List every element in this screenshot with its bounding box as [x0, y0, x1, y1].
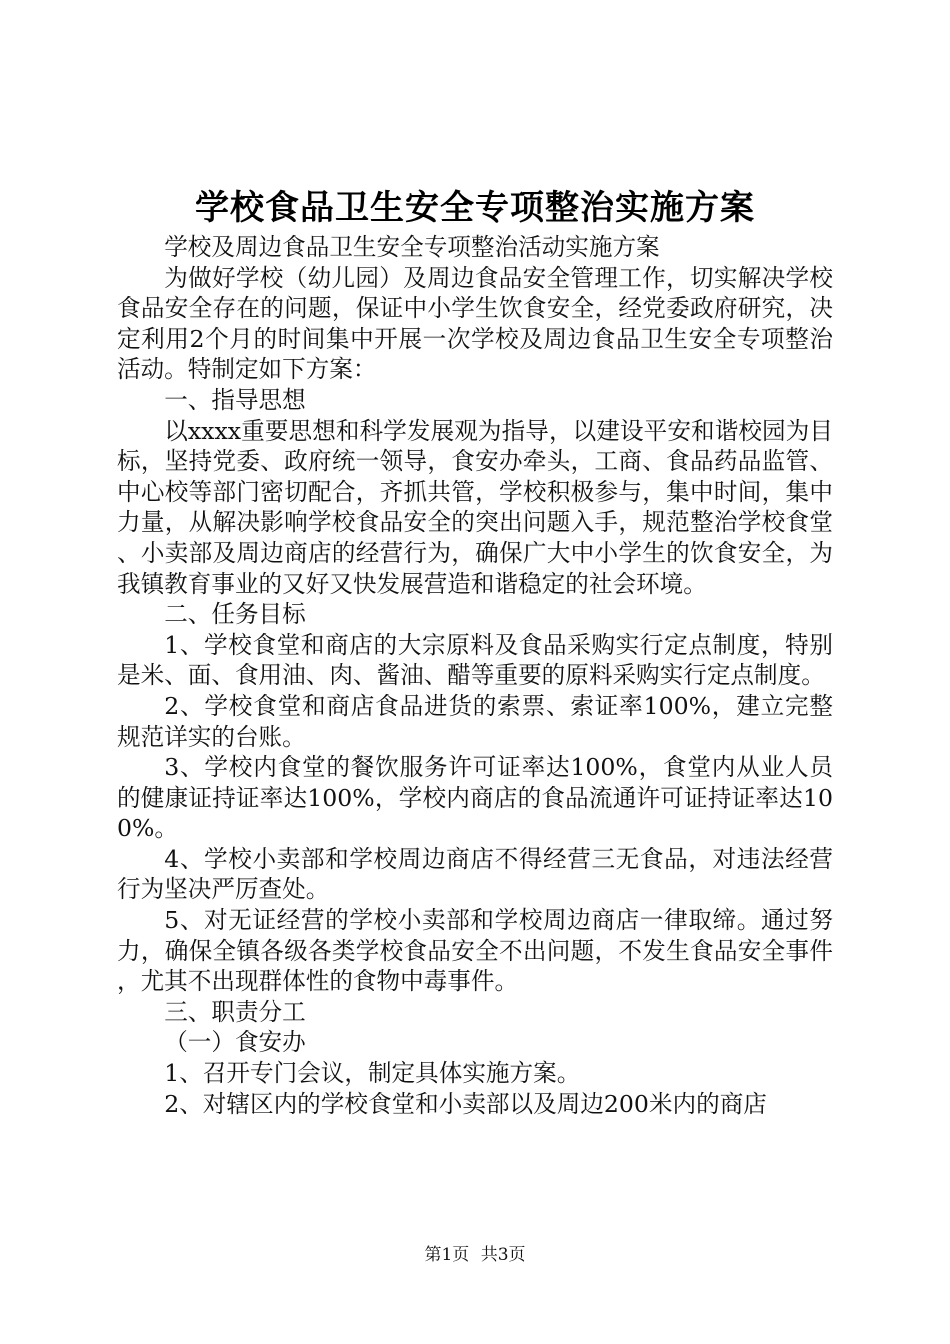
- page-number: 第1页: [424, 1245, 470, 1265]
- page-footer: [0, 1244, 950, 1266]
- paragraph-subtitle: 学校及周边食品卫生安全专项整治活动实施方案: [164, 233, 660, 261]
- section-heading-task-goals: 二、任务目标: [164, 600, 306, 629]
- paragraph-intro: 为做好学校（幼儿园）及周边食品安全管理工作，切实解决学校食品安全存在的问题，保证中小学生饮食安全，经党委政府研究，决定利用2个月的时间集中开展一次学校及周边食品卫生安全专项整治活动。特制定如下方案：: [117, 263, 833, 384]
- paragraph-goal-4: 4、学校小卖部和学校周边商店不得经营三无食品，对违法经营行为坚决严厉查处。: [117, 844, 833, 904]
- subsection-heading-food-safety-office: （一）食安办: [164, 1028, 306, 1057]
- document-title: 学校食品卫生安全专项整治实施方案: [195, 188, 755, 228]
- paragraph-duty-1: 1、召开专门会议，制定具体实施方案。: [164, 1059, 581, 1088]
- paragraph-goal-5: 5、对无证经营的学校小卖部和学校周边商店一律取缔。通过努力，确保全镇各级各类学校食品安全不出问题，不发生食品安全事件，尤其不出现群体性的食物中毒事件。: [117, 906, 833, 996]
- document-body: [117, 232, 833, 1119]
- section-heading-guiding-ideology: 一、指导思想: [164, 385, 306, 414]
- section-heading-responsibilities: 三、职责分工: [164, 997, 306, 1026]
- paragraph-goal-2: 2、学校食堂和商店食品进货的索票、索证率100%，建立完整规范详实的台账。: [117, 691, 833, 751]
- page-total: 共3页: [480, 1245, 526, 1265]
- paragraph-guiding-ideology: 以xxxx重要思想和科学发展观为指导，以建设平安和谐校园为目标，坚持党委、政府统一领导，食安办牵头，工商、食品药品监管、中心校等部门密切配合，齐抓共管，学校积极参与，集中时间，集中力量，从解决影响学校食品安全的突出问题入手，规范整治学校食堂、小卖部及周边商店的经营行为，确保广大中小学生的饮食安全，为我镇教育事业的又好又快发展营造和谐稳定的社会环境。: [117, 416, 833, 598]
- paragraph-goal-1: 1、学校食堂和商店的大宗原料及食品采购实行定点制度，特别是米、面、食用油、肉、酱油、醋等重要的原料采购实行定点制度。: [117, 630, 833, 690]
- paragraph-duty-2: 2、对辖区内的学校食堂和小卖部以及周边200米内的商店: [164, 1089, 767, 1118]
- paragraph-goal-3: 3、学校内食堂的餐饮服务许可证率达100%，食堂内从业人员的健康证持证率达100%，学校内商店的食品流通许可证持证率达100%。: [117, 753, 833, 843]
